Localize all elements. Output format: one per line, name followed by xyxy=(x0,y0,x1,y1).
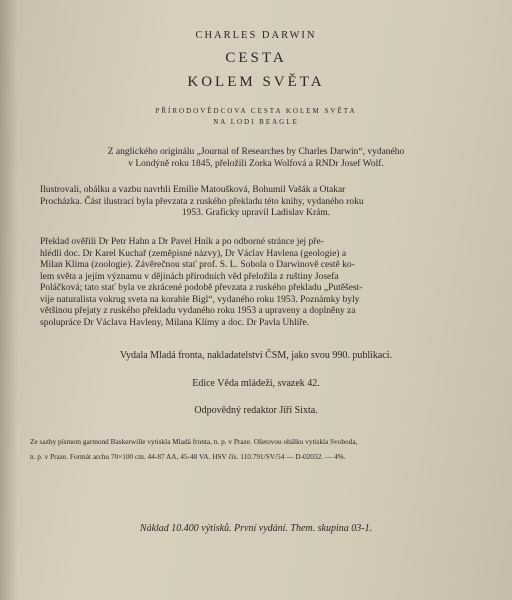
print-details-line: n. p. v Praze. Formát archu 70×100 cm. 44-87 AA, 45-48 VA. HSV čís. 110.791/SV/54 — D-02032. — 4%. xyxy=(30,452,346,461)
review-line: hlédli doc. Dr Karel Kuchař (zeměpisné názvy), Dr Václav Havlena (geologie) a xyxy=(40,248,347,259)
print-run-line: Náklad 10.400 výtisků. První vydání. Them. skupina 03-1. xyxy=(139,523,373,534)
illustration-paragraph xyxy=(40,185,472,220)
subtitle-line-2: NA LODI BEAGLE xyxy=(213,118,299,126)
editor-line: Odpovědný redaktor Jiří Sixta. xyxy=(194,405,318,416)
publisher-line: Vydala Mladá fronta, nakladatelství ČSM, jako svou 990. publikaci. xyxy=(119,350,393,361)
review-line: spolupráce Dr Václava Havleny, Milana Klímy a doc. Dr Pavla Uhlíře. xyxy=(40,317,310,328)
translation-paragraph xyxy=(40,147,472,170)
title-line-2: KOLEM SVĚTA xyxy=(187,74,325,90)
subtitle-line-1: PŘÍRODOVĚDCOVA CESTA KOLEM SVĚTA xyxy=(155,107,357,115)
translation-line: v Londýně roku 1845, přeložili Zorka Wolfová a RNDr Josef Wolf. xyxy=(128,158,384,169)
edition-line: Edice Věda mládeži, svazek 42. xyxy=(192,378,320,389)
review-line: vije naturalista vokrug sveta na korable Bigl“, vydaného roku 1953. Poznámky byly xyxy=(40,294,360,305)
review-line: lem světa a jejím významu v dějinách přírodních věd přeložila z ruštiny Josefa xyxy=(40,271,339,282)
translation-line: Z anglického originálu „Journal of Researches by Charles Darwin“, vydaného xyxy=(107,147,405,157)
review-line: Překlad ověřili Dr Petr Hahn a Dr Pavel Hník a po odborné stránce jej pře- xyxy=(40,237,324,247)
print-details-line: Ze sazby písmem garmond Baskerwille vytiskla Mladá fronta, n. p. v Praze. Ošetovou obálku vytiskla Svoboda, xyxy=(30,437,358,446)
review-paragraph xyxy=(40,237,472,329)
author-name: CHARLES DARWIN xyxy=(195,30,317,41)
illustration-line: 1953. Graficky upravil Ladislav Krám. xyxy=(181,208,331,218)
illustration-line: Procházka. Část ilustrací byla převzata z ruského překladu této knihy, vydaného roku xyxy=(40,196,364,207)
illustration-line: Ilustrovali, obálku a vazbu navrhli Emilie Matoušková, Bohumil Vašák a Otakar xyxy=(40,185,346,195)
review-line: většinou přejaty z ruského překladu vydaného roku 1953 a upraveny a doplněny za xyxy=(40,306,356,316)
title-line-1: CESTA xyxy=(225,50,287,66)
review-line: Poláčková; tato stať byla ve zkrácené podobě převzata z ruského překladu „Putěšest- xyxy=(40,283,363,293)
review-line: Milan Klíma (zoologie). Závěrečnou stať prof. S. L. Sobola o Darwinově cestě ko- xyxy=(40,260,355,270)
